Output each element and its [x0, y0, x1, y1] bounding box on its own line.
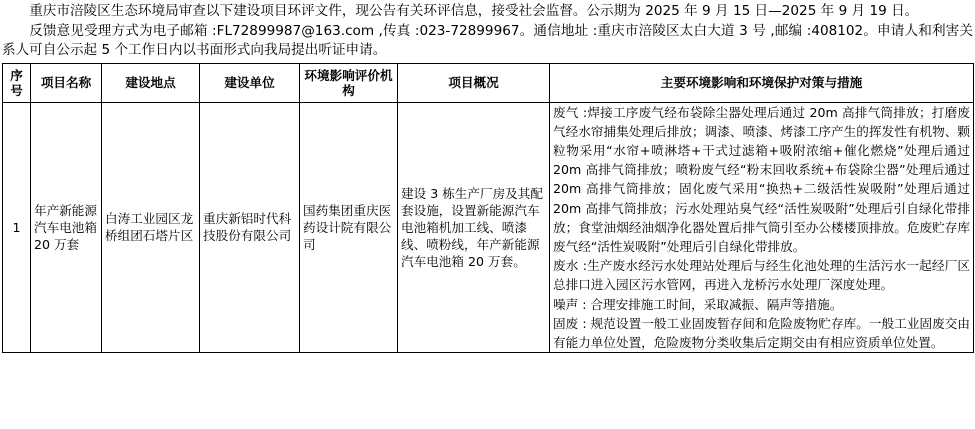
- cell-no: 1: [3, 102, 31, 353]
- measure-water: 废水 :生产废水经污水处理站处理后与经生化池处理的生活污水一起经厂区总排口进入园区污水管网，再进入龙桥污水处理厂深度处理。: [553, 258, 970, 293]
- cell-construction-unit: 重庆新铝时代科技股份有限公司: [200, 102, 300, 353]
- header-project-name: 项目名称: [31, 63, 102, 102]
- cell-measures: [550, 102, 974, 353]
- header-overview: 项目概况: [398, 63, 550, 102]
- header-measures: 主要环境影响和环境保护对策与措施: [550, 63, 974, 102]
- notice-paragraph-feedback: 反馈意见受理方式为电子邮箱 :FL72899987@163.com ,传真 :023-72899967。通信地址 :重庆市涪陵区太白大道 3 号 ,邮编 :408102。申请人和利害关系人可自公示起 5 个工作日内以书面形式向我局提出听证申请。: [2, 22, 973, 58]
- measure-gas: 废气 :焊接工序废气经布袋除尘器处理后通过 20m 高排气筒排放；打磨废气经水帘捕集处理后排放；调漆、喷漆、烤漆工序产生的挥发性有机物、颗粒物采用“水帘+喷淋塔+干式过滤箱+吸附浓缩+催化燃烧”处理后通过 20m 高排气筒排放；喷粉废气经“粉末回收系统+布袋除尘器”处理后通过 20m 高排气筒排放；固化废气采用“换热+二级活性炭吸附”处理后通过 20m 高排气筒排放；污水处理站臭气经“活性炭吸附”处理后引自绿化带排放；食堂油烟经油烟净化器处置后排气筒引至办公楼楼顶排放。危废贮存库废气经“活性炭吸附”处理后引自绿化带排放。: [553, 104, 970, 254]
- table-header-row: [3, 63, 974, 102]
- cell-location: 白涛工业园区龙桥组团石塔片区: [102, 102, 200, 353]
- table-row: [3, 102, 974, 353]
- notice-paragraph-intro: 重庆市涪陵区生态环境局审查以下建设项目环评文件，现公告有关环评信息，接受社会监督。公示期为 2025 年 9 月 15 日—2025 年 9 月 19 日。: [29, 3, 919, 19]
- cell-overview: 建设 3 栋生产厂房及其配套设施，设置新能源汽车电池箱机加工线、喷漆线、喷粉线，年产新能源汽车电池箱 20 万套。: [398, 102, 550, 353]
- header-no: 序号: [3, 63, 31, 102]
- measure-solid: 固废 : 规范设置一般工业固废暂存间和危险废物贮存库。一般工业固废交由有能力单位处置，危险废物分类收集后定期交由有相应资质单位处置。: [553, 315, 970, 350]
- header-eia-agency: 环境影响评价机构: [300, 63, 398, 102]
- header-construction-unit: 建设单位: [200, 63, 300, 102]
- eia-project-table: [2, 63, 974, 354]
- measure-noise: 噪声 : 合理安排施工时间，采取减振、隔声等措施。: [553, 296, 843, 312]
- cell-eia-agency: 国药集团重庆医药设计院有限公司: [300, 102, 398, 353]
- cell-project-name: 年产新能源汽车电池箱 20 万套: [31, 102, 102, 353]
- header-location: 建设地点: [102, 63, 200, 102]
